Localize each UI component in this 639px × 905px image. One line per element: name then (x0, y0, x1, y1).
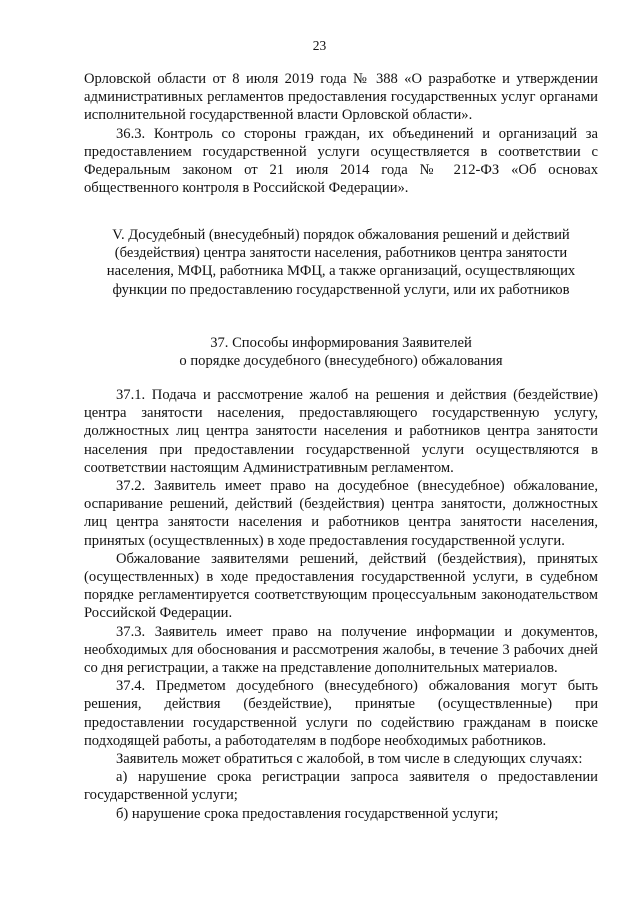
intro-block (84, 70, 598, 197)
section-title-line-3: населения, МФЦ, работника МФЦ, а также организаций, осуществляющих (106, 263, 576, 280)
paragraph-cases: Заявитель может обратиться с жалобой, в том числе в следующих случаях: (116, 751, 583, 768)
paragraph-appeal: Обжалование заявителями решений, действий (бездействия), принятых (осуществленных) в ходе предоставления государственной услуги, в судебном порядке регламентируется соответствующим процессуальным законодательством Российской Федерации. (84, 550, 598, 622)
continuation-paragraph: Орловской области от 8 июля 2019 года № 388 «О разработке и утверждении административных регламентов предоставления государственных услуг органами исполнительной государственной власти Орловской области». (84, 71, 598, 124)
section-title-line-1: V. Досудебный (внесудебный) порядок обжалования решений и действий (112, 227, 570, 243)
paragraph-36-3: 36.3. Контроль со стороны граждан, их объединений и организаций за предоставлением государственной услуги осуществляется в соответствии с Федеральным законом от 21 июля 2014 года № 212-ФЗ «Об основах общественного контроля в Российской Федерации». (84, 125, 598, 197)
paragraph-case-a: а) нарушение срока регистрации запроса заявителя о предоставлении государственной услуги; (84, 769, 598, 804)
paragraph-37-2: 37.2. Заявитель имеет право на досудебное (внесудебное) обжалование, оспаривание решений, действий (бездействия) центра занятости, должностных лиц центра занятости населения и работников центра занятости населения, принятых (осуществленных) в ходе предоставления государственной услуги. (84, 478, 598, 549)
paragraph-case-b: б) нарушение срока предоставления государственной услуги; (116, 805, 499, 822)
section-title-line-4: функции по предоставлению государственной услуги, или их работников (112, 281, 570, 298)
section-title-line-2: (бездействия) центра занятости населения, работников центра занятости (114, 245, 568, 262)
paragraph-37-3: 37.3. Заявитель имеет право на получение информации и документов, необходимых для обоснования и рассмотрения жалобы, в течение 3 рабочих дней со дня регистрации, а также на представление дополнительных материалов. (84, 623, 598, 677)
body-block (84, 386, 598, 823)
subsection-title-line-1: 37. Способы информирования Заявителей (210, 335, 472, 351)
paragraph-37-1: 37.1. Подача и рассмотрение жалоб на решения и действия (бездействие) центра занятости населения, предоставляющего государственную услугу, должностных лиц центра занятости населения и работников центра занятости населения при предоставлении государственной услуги осуществляются в соответствии настоящим Административным регламентом. (84, 387, 598, 476)
page-number: 23 (312, 38, 327, 53)
subsection-title (84, 334, 598, 370)
subsection-title-line-2: о порядке досудебного (внесудебного) обжалования (179, 353, 503, 370)
section-title (84, 226, 598, 299)
paragraph-37-4: 37.4. Предметом досудебного (внесудебного) обжалования могут быть решения, действия (бездействие), принятые (осуществленные) при предоставлении государственной услуги по содействию гражданам в поиске подходящей работы, а работодателям в подборе необходимых работников. (84, 678, 598, 749)
